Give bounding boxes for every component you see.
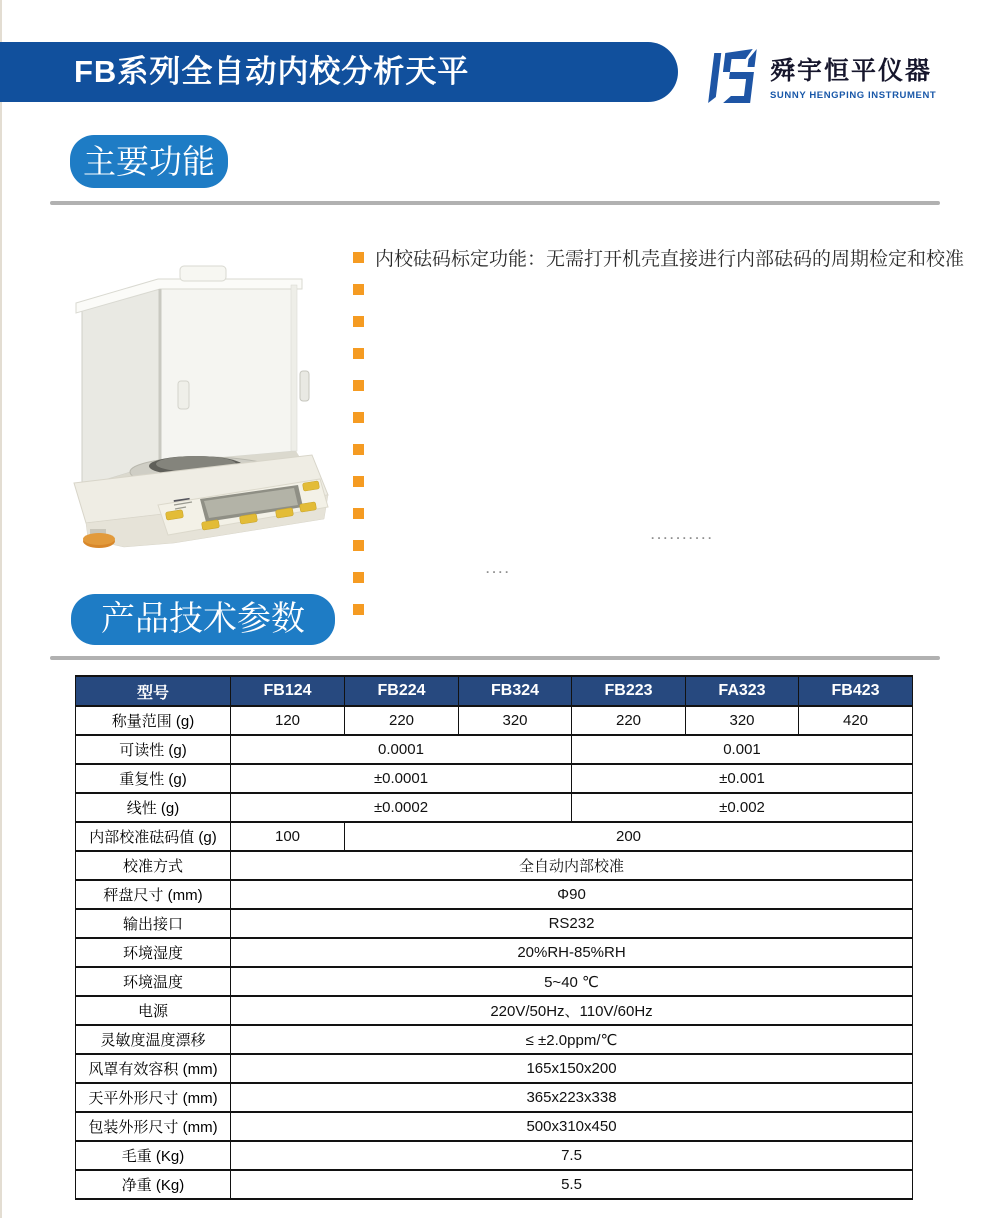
section-badge-tech-params: 产品技术参数 (71, 594, 335, 645)
spec-value-cell: ±0.001 (572, 764, 913, 793)
feature-bullet (353, 561, 983, 593)
table-row (76, 1025, 913, 1054)
row-label: 校准方式 (76, 851, 231, 880)
spec-value-cell: 500x310x450 (231, 1112, 913, 1141)
spec-value-cell: 420 (799, 706, 913, 735)
company-logo (706, 44, 946, 108)
table-header-row (76, 676, 913, 706)
table-row (76, 967, 913, 996)
faint-dots-row: .... (486, 562, 512, 576)
spec-value-cell: 100 (231, 822, 345, 851)
spec-value-cell: 220 (345, 706, 459, 735)
row-label: 天平外形尺寸 (mm) (76, 1083, 231, 1112)
table-row (76, 880, 913, 909)
section-divider (50, 656, 940, 660)
header-bar (0, 42, 678, 102)
bullet-square-icon (353, 476, 364, 487)
spec-value-cell: ±0.0002 (231, 793, 572, 822)
table-row (76, 938, 913, 967)
table-row (76, 822, 913, 851)
section-badge-main-functions: 主要功能 (70, 135, 228, 188)
bullet-text: 内校砝码标定功能：无需打开机壳直接进行内部砝码的周期检定和校准 (375, 248, 965, 270)
row-label: 灵敏度温度漂移 (76, 1025, 231, 1054)
row-label: 重复性 (g) (76, 764, 231, 793)
faint-dots-row: .......... (651, 528, 715, 542)
table-row (76, 1170, 913, 1199)
spec-value-cell: 220V/50Hz、110V/60Hz (231, 996, 913, 1025)
spec-value-cell: 200 (345, 822, 913, 851)
table-row (76, 1054, 913, 1083)
feature-bullet (353, 273, 983, 305)
row-label: 电源 (76, 996, 231, 1025)
table-row (76, 996, 913, 1025)
row-label: 风罩有效容积 (mm) (76, 1054, 231, 1083)
page-title: FB系列全自动内校分析天平 (74, 54, 470, 89)
table-row (76, 706, 913, 735)
col-header-FB124: FB124 (231, 676, 345, 706)
table-row (76, 1112, 913, 1141)
spec-value-cell: 165x150x200 (231, 1054, 913, 1083)
spec-value-cell: 5.5 (231, 1170, 913, 1199)
spec-value-cell: ±0.002 (572, 793, 913, 822)
spec-value-cell: 20%RH-85%RH (231, 938, 913, 967)
row-label: 线性 (g) (76, 793, 231, 822)
page-left-edge (0, 0, 2, 1218)
spec-value-cell: 全自动内部校准 (231, 851, 913, 880)
spec-value-cell: 365x223x338 (231, 1083, 913, 1112)
table-row (76, 1083, 913, 1112)
logo-name-cn: 舜宇恒平仪器 (770, 57, 933, 85)
bullet-square-icon (353, 572, 364, 583)
specs-table-head (76, 676, 913, 706)
col-header-model: 型号 (76, 676, 231, 706)
row-label: 秤盘尺寸 (mm) (76, 880, 231, 909)
row-label: 可读性 (g) (76, 735, 231, 764)
bullet-square-icon (353, 316, 364, 327)
feature-bullet (353, 465, 983, 497)
spec-value-cell: ≤ ±2.0ppm/℃ (231, 1025, 913, 1054)
row-label: 环境温度 (76, 967, 231, 996)
bullet-square-icon (353, 284, 364, 295)
specs-table (75, 675, 913, 1200)
product-image-balance (62, 253, 338, 561)
bullet-square-icon (353, 348, 364, 359)
bullet-square-icon (353, 604, 364, 615)
feature-bullet (353, 369, 983, 401)
table-row (76, 851, 913, 880)
feature-bullet (353, 305, 983, 337)
bullet-square-icon (353, 412, 364, 423)
row-label: 毛重 (Kg) (76, 1141, 231, 1170)
table-row (76, 1141, 913, 1170)
logo-text (770, 51, 936, 101)
row-label: 包装外形尺寸 (mm) (76, 1112, 231, 1141)
spec-value-cell: 7.5 (231, 1141, 913, 1170)
col-header-FB224: FB224 (345, 676, 459, 706)
feature-bullet (353, 241, 983, 273)
table-row (76, 735, 913, 764)
spec-value-cell: Φ90 (231, 880, 913, 909)
table-row (76, 764, 913, 793)
bullet-square-icon (353, 508, 364, 519)
spec-value-cell: RS232 (231, 909, 913, 938)
logo-name-en: SUNNY HENGPING INSTRUMENT (770, 90, 937, 101)
spec-value-cell: 320 (459, 706, 572, 735)
table-row (76, 909, 913, 938)
bullet-square-icon (353, 380, 364, 391)
col-header-FB423: FB423 (799, 676, 913, 706)
feature-bullet (353, 337, 983, 369)
feature-bullet-list (353, 241, 983, 625)
spec-value-cell: 220 (572, 706, 686, 735)
spec-value-cell: 0.001 (572, 735, 913, 764)
feature-bullet (353, 593, 983, 625)
spec-value-cell: ±0.0001 (231, 764, 572, 793)
row-label: 输出接口 (76, 909, 231, 938)
col-header-FB223: FB223 (572, 676, 686, 706)
spec-value-cell: 5~40 ℃ (231, 967, 913, 996)
row-label: 净重 (Kg) (76, 1170, 231, 1199)
specs-table-body (76, 706, 913, 1199)
spec-value-cell: 320 (686, 706, 799, 735)
section-divider (50, 201, 940, 205)
feature-bullet (353, 401, 983, 433)
feature-bullet (353, 433, 983, 465)
spec-value-cell: 0.0001 (231, 735, 572, 764)
logo-s-icon (706, 47, 760, 105)
bullet-square-icon (353, 444, 364, 455)
feature-bullet (353, 497, 983, 529)
table-row (76, 793, 913, 822)
spec-value-cell: 120 (231, 706, 345, 735)
bullet-square-icon (353, 252, 364, 263)
bullet-square-icon (353, 540, 364, 551)
col-header-FB324: FB324 (459, 676, 572, 706)
col-header-FA323: FA323 (686, 676, 799, 706)
row-label: 称量范围 (g) (76, 706, 231, 735)
row-label: 内部校准砝码值 (g) (76, 822, 231, 851)
row-label: 环境湿度 (76, 938, 231, 967)
